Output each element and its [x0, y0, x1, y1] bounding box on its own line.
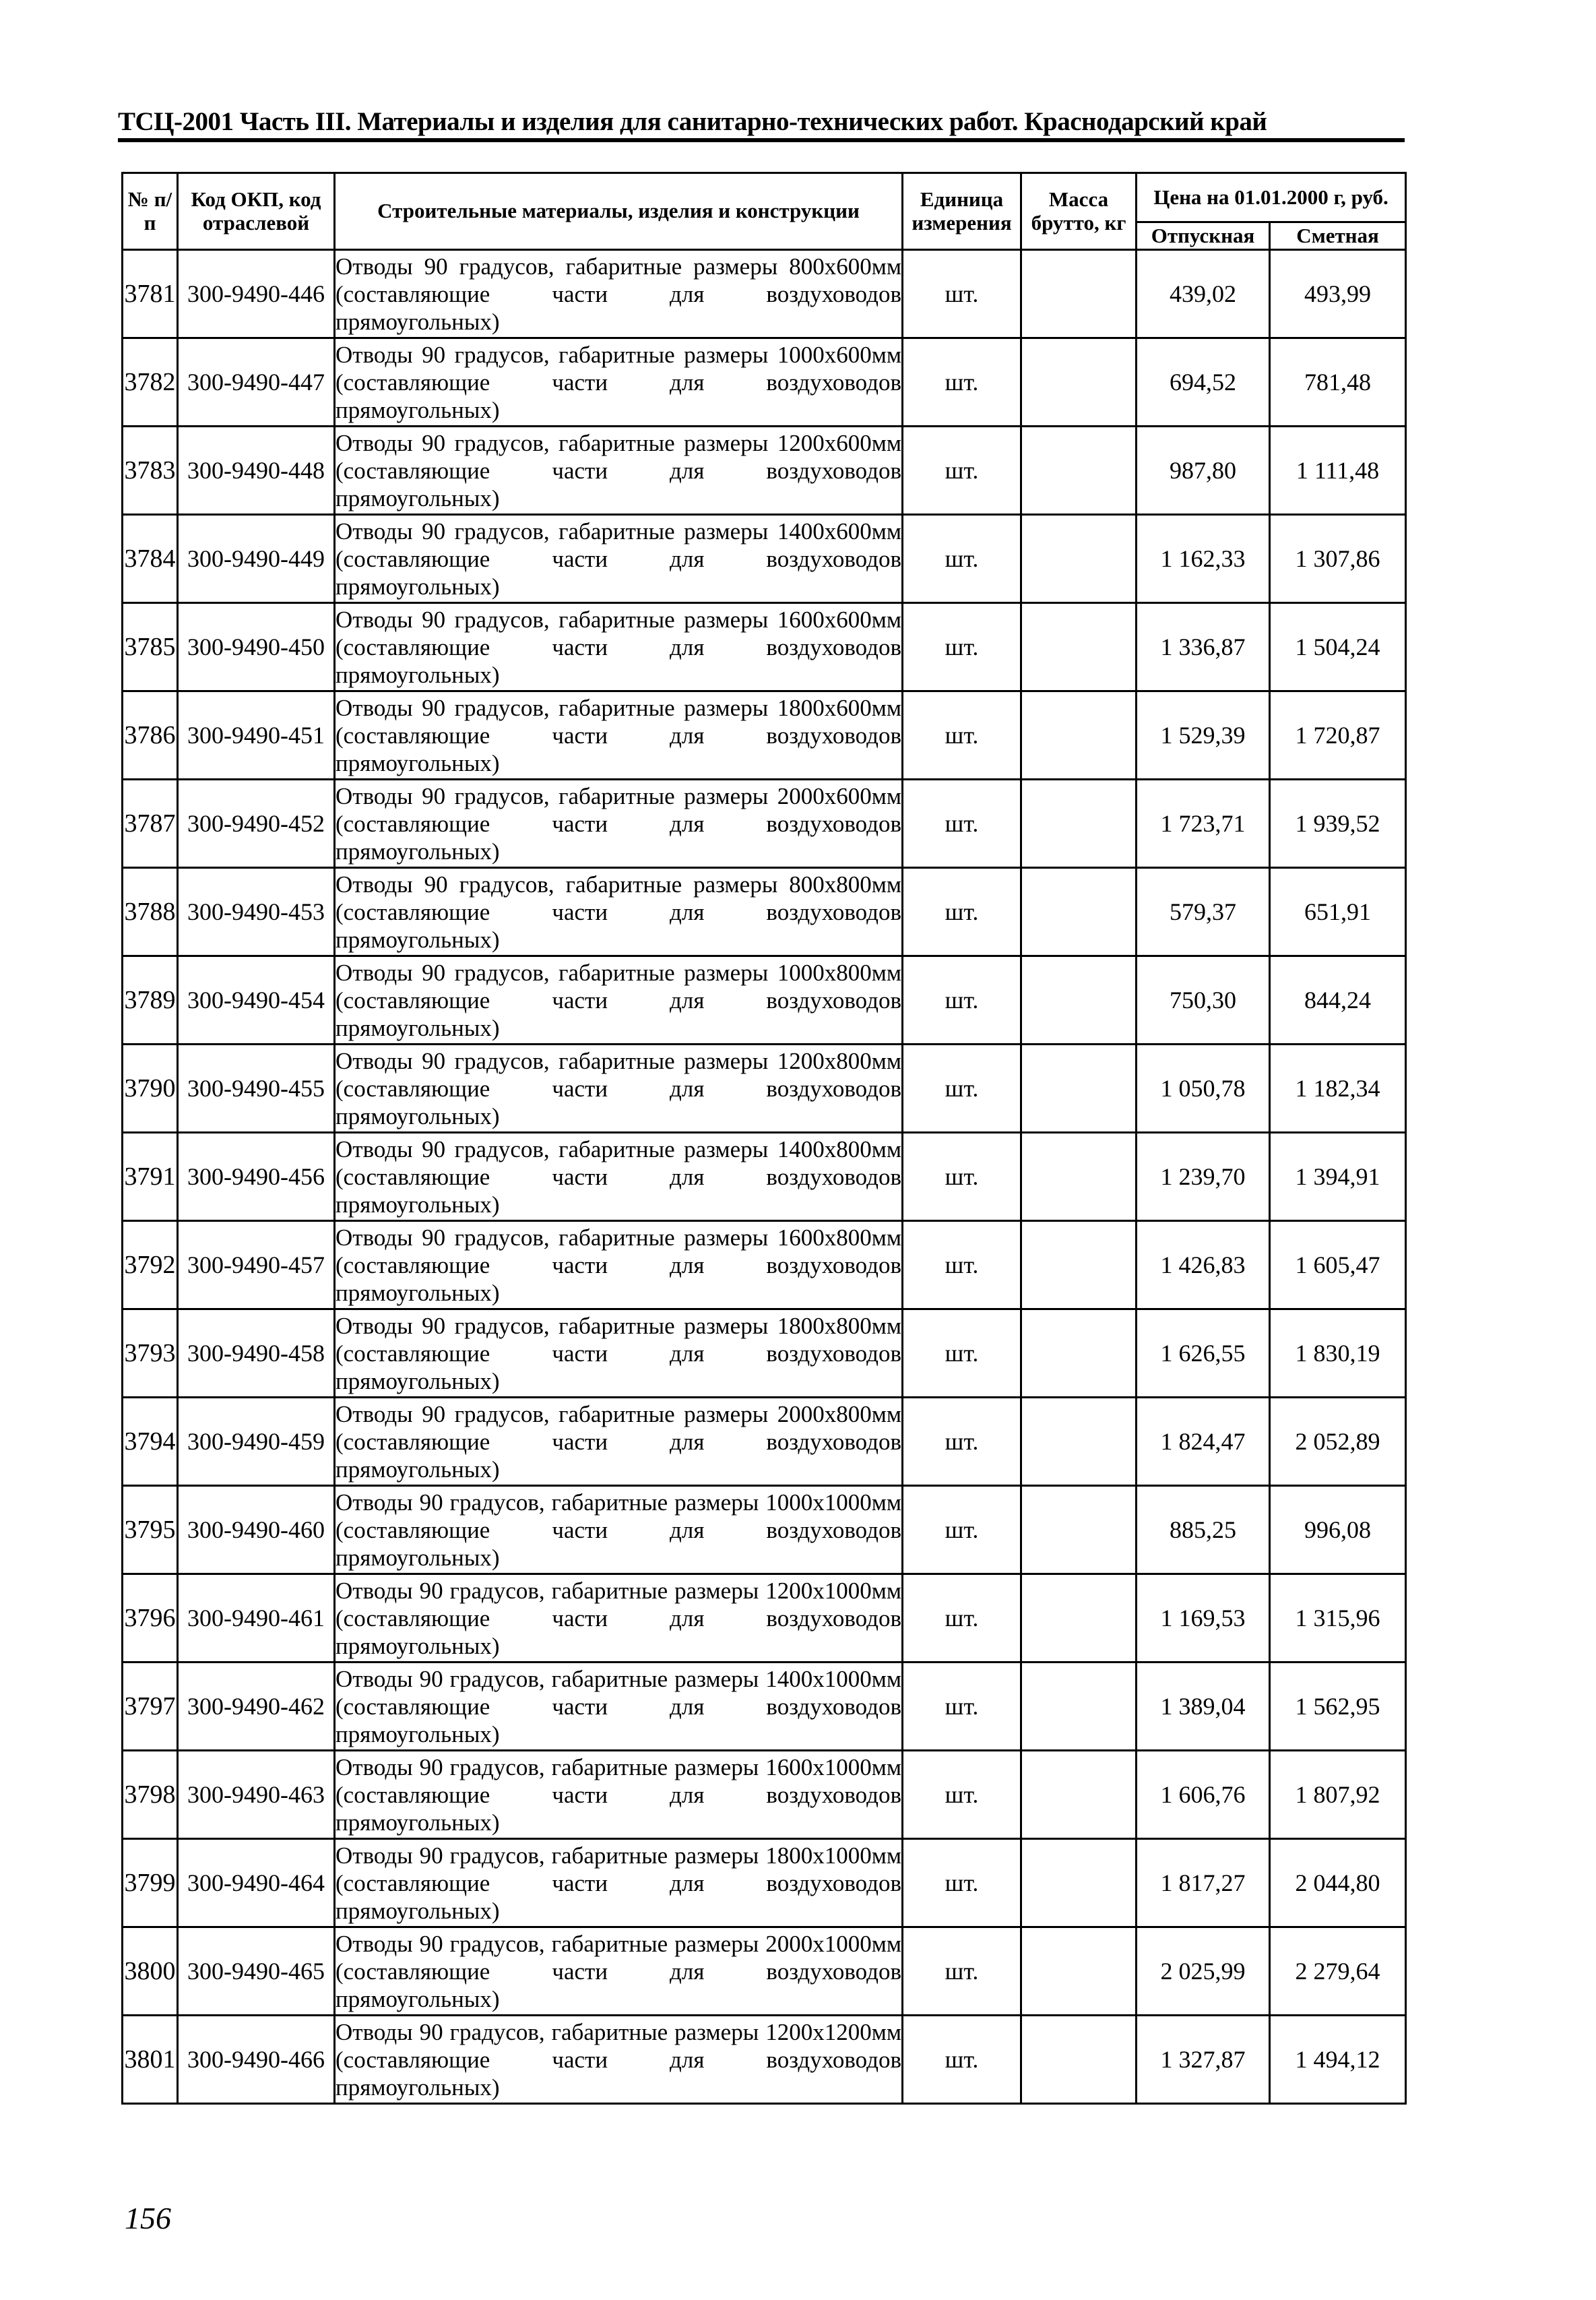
gross-mass [1021, 1045, 1137, 1133]
gross-mass [1021, 2016, 1137, 2104]
price-release: 439,02 [1137, 250, 1270, 338]
table-row [123, 1221, 1406, 1309]
table-row [123, 338, 1406, 427]
material-description: Отводы 90 градусов, габаритные размеры 1800х1000мм (составляющие части для воздуховодов прямоугольных) [335, 1839, 903, 1927]
table-row [123, 1398, 1406, 1486]
row-number: 3787 [123, 780, 178, 868]
material-description: Отводы 90 градусов, габаритные размеры 1800х600мм (составляющие части для воздуховодов прямоугольных) [335, 691, 903, 780]
material-description: Отводы 90 градусов, габаритные размеры 1600х1000мм (составляющие части для воздуховодов прямоугольных) [335, 1751, 903, 1839]
gross-mass [1021, 956, 1137, 1045]
unit-of-measure: шт. [903, 515, 1021, 603]
row-number: 3789 [123, 956, 178, 1045]
row-number: 3782 [123, 338, 178, 427]
material-description: Отводы 90 градусов, габаритные размеры 1000х800мм (составляющие части для воздуховодов прямоугольных) [335, 956, 903, 1045]
okp-code: 300-9490-452 [178, 780, 335, 868]
col-header-num: № п/п [123, 173, 178, 250]
price-estimate: 1 807,92 [1270, 1751, 1406, 1839]
material-description: Отводы 90 градусов, габаритные размеры 1400х600мм (составляющие части для воздуховодов прямоугольных) [335, 515, 903, 603]
price-estimate: 651,91 [1270, 868, 1406, 956]
unit-of-measure: шт. [903, 1662, 1021, 1751]
unit-of-measure: шт. [903, 1927, 1021, 2016]
okp-code: 300-9490-463 [178, 1751, 335, 1839]
row-number: 3794 [123, 1398, 178, 1486]
unit-of-measure: шт. [903, 780, 1021, 868]
price-estimate: 1 830,19 [1270, 1309, 1406, 1398]
gross-mass [1021, 1839, 1137, 1927]
col-header-unit: Единица измерения [903, 173, 1021, 250]
unit-of-measure: шт. [903, 1221, 1021, 1309]
material-description: Отводы 90 градусов, габаритные размеры 1200х1000мм (составляющие части для воздуховодов прямоугольных) [335, 1574, 903, 1662]
price-estimate: 1 307,86 [1270, 515, 1406, 603]
material-description: Отводы 90 градусов, габаритные размеры 2000х800мм (составляющие части для воздуховодов прямоугольных) [335, 1398, 903, 1486]
unit-of-measure: шт. [903, 956, 1021, 1045]
row-number: 3800 [123, 1927, 178, 2016]
unit-of-measure: шт. [903, 1045, 1021, 1133]
page-number: 156 [125, 2201, 171, 2235]
price-release: 1 389,04 [1137, 1662, 1270, 1751]
row-number: 3797 [123, 1662, 178, 1751]
col-header-price-group: Цена на 01.01.2000 г, руб. [1137, 173, 1406, 222]
row-number: 3785 [123, 603, 178, 691]
unit-of-measure: шт. [903, 1133, 1021, 1221]
okp-code: 300-9490-460 [178, 1486, 335, 1574]
okp-code: 300-9490-453 [178, 868, 335, 956]
row-number: 3798 [123, 1751, 178, 1839]
price-release: 987,80 [1137, 427, 1270, 515]
col-header-mass: Масса брутто, кг [1021, 173, 1137, 250]
row-number: 3791 [123, 1133, 178, 1221]
okp-code: 300-9490-449 [178, 515, 335, 603]
okp-code: 300-9490-457 [178, 1221, 335, 1309]
unit-of-measure: шт. [903, 1751, 1021, 1839]
unit-of-measure: шт. [903, 427, 1021, 515]
unit-of-measure: шт. [903, 691, 1021, 780]
price-release: 1 169,53 [1137, 1574, 1270, 1662]
price-release: 1 426,83 [1137, 1221, 1270, 1309]
price-estimate: 781,48 [1270, 338, 1406, 427]
okp-code: 300-9490-454 [178, 956, 335, 1045]
okp-code: 300-9490-456 [178, 1133, 335, 1221]
okp-code: 300-9490-446 [178, 250, 335, 338]
price-estimate: 1 315,96 [1270, 1574, 1406, 1662]
okp-code: 300-9490-455 [178, 1045, 335, 1133]
gross-mass [1021, 691, 1137, 780]
table-row [123, 1309, 1406, 1398]
price-estimate: 1 562,95 [1270, 1662, 1406, 1751]
unit-of-measure: шт. [903, 868, 1021, 956]
price-estimate: 2 052,89 [1270, 1398, 1406, 1486]
unit-of-measure: шт. [903, 1398, 1021, 1486]
unit-of-measure: шт. [903, 1839, 1021, 1927]
okp-code: 300-9490-464 [178, 1839, 335, 1927]
unit-of-measure: шт. [903, 1486, 1021, 1574]
price-estimate: 1 939,52 [1270, 780, 1406, 868]
okp-code: 300-9490-458 [178, 1309, 335, 1398]
table-row [123, 2016, 1406, 2104]
table-row [123, 1133, 1406, 1221]
material-description: Отводы 90 градусов, габаритные размеры 2000х1000мм (составляющие части для воздуховодов прямоугольных) [335, 1927, 903, 2016]
gross-mass [1021, 427, 1137, 515]
material-description: Отводы 90 градусов, габаритные размеры 2000х600мм (составляющие части для воздуховодов прямоугольных) [335, 780, 903, 868]
material-description: Отводы 90 градусов, габаритные размеры 800х800мм (составляющие части для воздуховодов прямоугольных) [335, 868, 903, 956]
okp-code: 300-9490-459 [178, 1398, 335, 1486]
unit-of-measure: шт. [903, 1574, 1021, 1662]
price-estimate: 1 182,34 [1270, 1045, 1406, 1133]
table-row [123, 1927, 1406, 2016]
material-description: Отводы 90 градусов, габаритные размеры 1200х1200мм (составляющие части для воздуховодов прямоугольных) [335, 2016, 903, 2104]
unit-of-measure: шт. [903, 603, 1021, 691]
unit-of-measure: шт. [903, 1309, 1021, 1398]
row-number: 3801 [123, 2016, 178, 2104]
table-row [123, 427, 1406, 515]
okp-code: 300-9490-447 [178, 338, 335, 427]
row-number: 3790 [123, 1045, 178, 1133]
price-release: 1 050,78 [1137, 1045, 1270, 1133]
table-row [123, 250, 1406, 338]
price-release: 1 529,39 [1137, 691, 1270, 780]
price-release: 1 239,70 [1137, 1133, 1270, 1221]
gross-mass [1021, 868, 1137, 956]
price-release: 1 606,76 [1137, 1751, 1270, 1839]
gross-mass [1021, 603, 1137, 691]
unit-of-measure: шт. [903, 250, 1021, 338]
table-row [123, 780, 1406, 868]
gross-mass [1021, 1751, 1137, 1839]
price-estimate: 1 504,24 [1270, 603, 1406, 691]
price-estimate: 996,08 [1270, 1486, 1406, 1574]
price-release: 750,30 [1137, 956, 1270, 1045]
gross-mass [1021, 1927, 1137, 2016]
price-estimate: 1 720,87 [1270, 691, 1406, 780]
price-release: 1 723,71 [1137, 780, 1270, 868]
price-release: 1 162,33 [1137, 515, 1270, 603]
row-number: 3786 [123, 691, 178, 780]
table-row [123, 1662, 1406, 1751]
gross-mass [1021, 338, 1137, 427]
material-description: Отводы 90 градусов, габаритные размеры 1800х800мм (составляющие части для воздуховодов прямоугольных) [335, 1309, 903, 1398]
table-row [123, 1574, 1406, 1662]
unit-of-measure: шт. [903, 338, 1021, 427]
row-number: 3788 [123, 868, 178, 956]
table-row [123, 1839, 1406, 1927]
okp-code: 300-9490-450 [178, 603, 335, 691]
price-estimate: 1 605,47 [1270, 1221, 1406, 1309]
material-description: Отводы 90 градусов, габаритные размеры 1000х1000мм (составляющие части для воздуховодов прямоугольных) [335, 1486, 903, 1574]
okp-code: 300-9490-462 [178, 1662, 335, 1751]
price-table [121, 172, 1407, 2105]
table-row [123, 1486, 1406, 1574]
price-release: 1 327,87 [1137, 2016, 1270, 2104]
price-release: 2 025,99 [1137, 1927, 1270, 2016]
unit-of-measure: шт. [903, 2016, 1021, 2104]
price-estimate: 2 044,80 [1270, 1839, 1406, 1927]
material-description: Отводы 90 градусов, габаритные размеры 1600х800мм (составляющие части для воздуховодов прямоугольных) [335, 1221, 903, 1309]
table-row [123, 868, 1406, 956]
gross-mass [1021, 1486, 1137, 1574]
price-release: 579,37 [1137, 868, 1270, 956]
okp-code: 300-9490-461 [178, 1574, 335, 1662]
price-estimate: 1 111,48 [1270, 427, 1406, 515]
row-number: 3781 [123, 250, 178, 338]
table-row [123, 691, 1406, 780]
gross-mass [1021, 1662, 1137, 1751]
gross-mass [1021, 1133, 1137, 1221]
price-release: 694,52 [1137, 338, 1270, 427]
price-release: 1 626,55 [1137, 1309, 1270, 1398]
okp-code: 300-9490-465 [178, 1927, 335, 2016]
header-rule [118, 138, 1405, 142]
material-description: Отводы 90 градусов, габаритные размеры 800х600мм (составляющие части для воздуховодов прямоугольных) [335, 250, 903, 338]
page-header-title: ТСЦ-2001 Часть III. Материалы и изделия для санитарно-технических работ. Краснодарский край [118, 107, 1267, 136]
price-release: 1 824,47 [1137, 1398, 1270, 1486]
row-number: 3799 [123, 1839, 178, 1927]
row-number: 3796 [123, 1574, 178, 1662]
gross-mass [1021, 1398, 1137, 1486]
okp-code: 300-9490-451 [178, 691, 335, 780]
gross-mass [1021, 1574, 1137, 1662]
price-release: 885,25 [1137, 1486, 1270, 1574]
okp-code: 300-9490-466 [178, 2016, 335, 2104]
okp-code: 300-9490-448 [178, 427, 335, 515]
col-header-code: Код ОКП, код отраслевой [178, 173, 335, 250]
material-description: Отводы 90 градусов, габаритные размеры 1000х600мм (составляющие части для воздуховодов прямоугольных) [335, 338, 903, 427]
gross-mass [1021, 1309, 1137, 1398]
gross-mass [1021, 1221, 1137, 1309]
price-estimate: 1 394,91 [1270, 1133, 1406, 1221]
price-release: 1 336,87 [1137, 603, 1270, 691]
table-row [123, 1045, 1406, 1133]
gross-mass [1021, 780, 1137, 868]
gross-mass [1021, 515, 1137, 603]
col-header-name: Строительные материалы, изделия и конструкции [335, 173, 903, 250]
col-header-price-estimate: Сметная [1270, 222, 1406, 250]
table-row [123, 603, 1406, 691]
price-release: 1 817,27 [1137, 1839, 1270, 1927]
row-number: 3792 [123, 1221, 178, 1309]
material-description: Отводы 90 градусов, габаритные размеры 1400х1000мм (составляющие части для воздуховодов прямоугольных) [335, 1662, 903, 1751]
price-estimate: 1 494,12 [1270, 2016, 1406, 2104]
row-number: 3784 [123, 515, 178, 603]
material-description: Отводы 90 градусов, габаритные размеры 1200х600мм (составляющие части для воздуховодов прямоугольных) [335, 427, 903, 515]
table-body [123, 250, 1406, 2104]
gross-mass [1021, 250, 1137, 338]
material-description: Отводы 90 градусов, габаритные размеры 1400х800мм (составляющие части для воздуховодов прямоугольных) [335, 1133, 903, 1221]
col-header-price-release: Отпускная [1137, 222, 1270, 250]
row-number: 3795 [123, 1486, 178, 1574]
price-estimate: 844,24 [1270, 956, 1406, 1045]
price-estimate: 2 279,64 [1270, 1927, 1406, 2016]
row-number: 3793 [123, 1309, 178, 1398]
row-number: 3783 [123, 427, 178, 515]
table-row [123, 1751, 1406, 1839]
price-estimate: 493,99 [1270, 250, 1406, 338]
material-description: Отводы 90 градусов, габаритные размеры 1200х800мм (составляющие части для воздуховодов прямоугольных) [335, 1045, 903, 1133]
material-description: Отводы 90 градусов, габаритные размеры 1600х600мм (составляющие части для воздуховодов прямоугольных) [335, 603, 903, 691]
table-row [123, 956, 1406, 1045]
table-row [123, 515, 1406, 603]
